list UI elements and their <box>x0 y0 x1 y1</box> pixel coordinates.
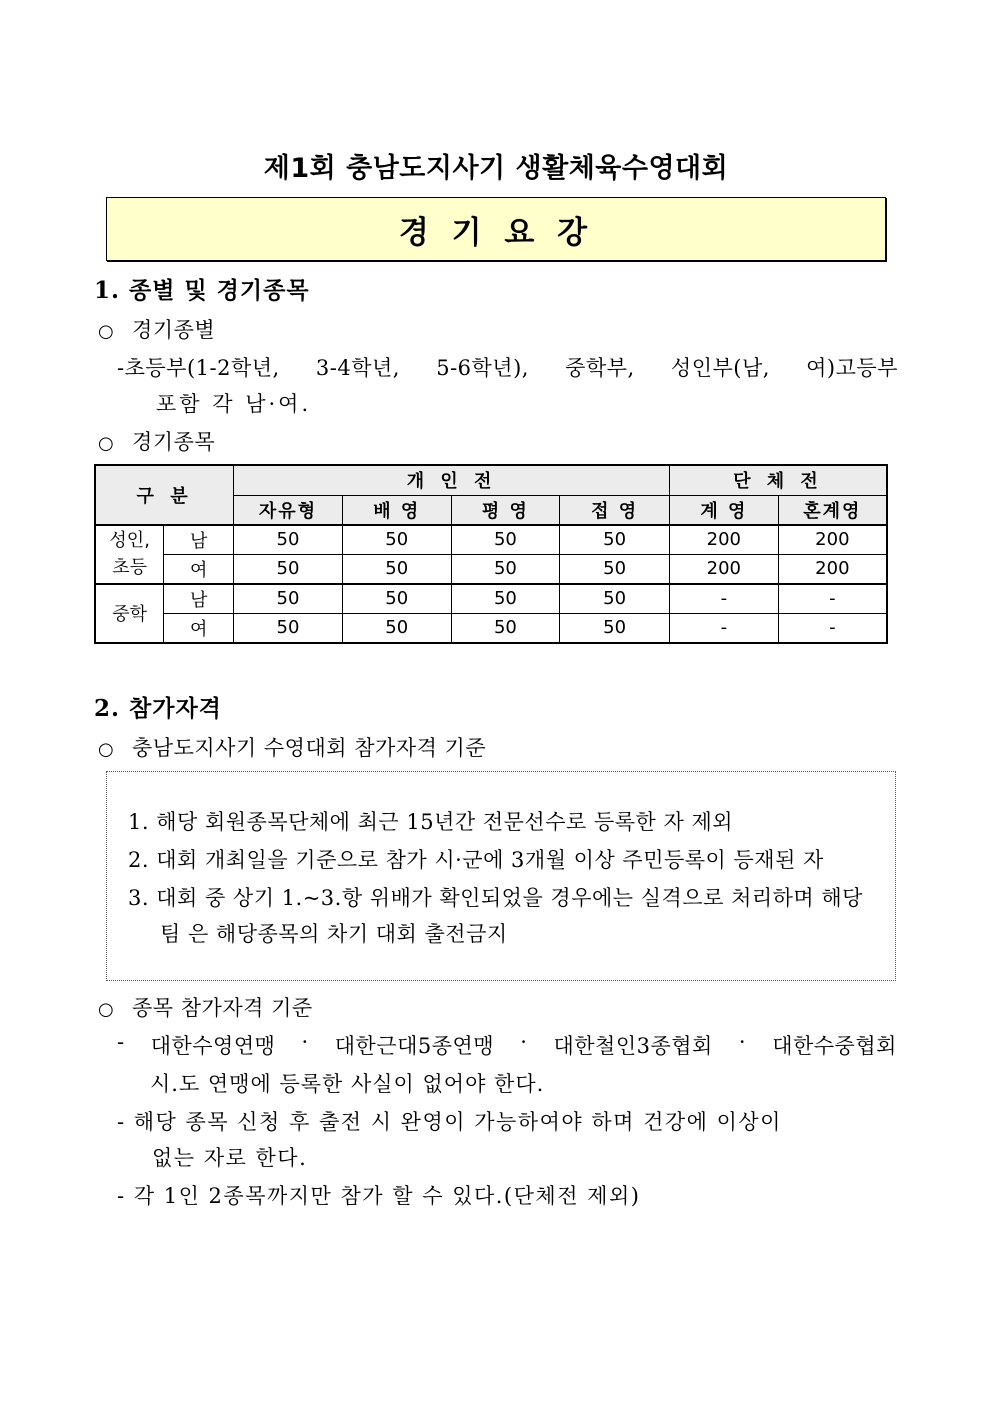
value-cell: 50 <box>451 613 560 643</box>
bullet-text: 종목 참가자격 기준 <box>132 996 313 1020</box>
section-1-heading: 1. 종별 및 경기종목 <box>94 277 310 304</box>
header-col: 혼계영 <box>778 495 887 525</box>
value-cell: 50 <box>560 554 670 584</box>
eligibility-item-continuation: 팀 은 해당종목의 차기 대회 출전금지 <box>160 922 508 946</box>
rule-line <box>117 1030 897 1060</box>
value-cell: 50 <box>342 584 451 614</box>
value-cell: 200 <box>669 554 778 584</box>
rule-part: · <box>520 1030 528 1054</box>
bullet-line <box>98 732 486 762</box>
bullet-line <box>98 314 215 344</box>
gender-cell: 남 <box>164 525 234 555</box>
value-cell: 50 <box>234 525 343 555</box>
value-cell: 50 <box>560 525 670 555</box>
value-cell: 50 <box>560 584 670 614</box>
circle-bullet-icon: ○ <box>98 433 115 454</box>
circle-bullet-icon: ○ <box>98 739 115 760</box>
event-table <box>94 464 888 644</box>
division-part: 3-4학년, <box>315 356 400 380</box>
header-col: 자유형 <box>234 495 343 525</box>
value-cell: - <box>778 613 887 643</box>
rule-continuation: 시.도 연맹에 등록한 사실이 없어야 한다. <box>150 1072 545 1096</box>
header-individual: 개 인 전 <box>234 465 670 495</box>
value-cell: 50 <box>342 613 451 643</box>
table-row <box>95 554 887 584</box>
value-cell: 200 <box>778 554 887 584</box>
gender-cell: 여 <box>164 613 234 643</box>
circle-bullet-icon: ○ <box>98 999 115 1020</box>
bullet-line <box>98 992 313 1022</box>
value-cell: - <box>669 613 778 643</box>
header-col: 접 영 <box>560 495 670 525</box>
table-row <box>95 525 887 555</box>
division-part: 여)고등부 <box>806 356 898 380</box>
header-col: 평 영 <box>451 495 560 525</box>
value-cell: 50 <box>451 584 560 614</box>
division-part: -초등부(1-2학년, <box>117 356 280 380</box>
value-cell: 50 <box>342 525 451 555</box>
eligibility-item: 3. 대회 중 상기 1.~3.항 위배가 확인되었을 경우에는 실격으로 처리하며 해당 <box>128 886 863 910</box>
rule-part: - <box>117 1030 125 1054</box>
division-part: 중학부, <box>565 356 635 380</box>
header-gubun: 구 분 <box>95 465 234 525</box>
value-cell: - <box>669 584 778 614</box>
gender-cell: 남 <box>164 584 234 614</box>
value-cell: 200 <box>669 525 778 555</box>
eligibility-box <box>106 771 896 981</box>
rule-part: 대한수중협회 <box>772 1034 897 1058</box>
value-cell: 200 <box>778 525 887 555</box>
document-title: 제1회 충남도지사기 생활체육수영대회 <box>263 153 729 184</box>
value-cell: 50 <box>451 525 560 555</box>
table-row <box>95 613 887 643</box>
header-col: 계 영 <box>669 495 778 525</box>
bullet-text: 경기종목 <box>132 430 216 454</box>
value-cell: 50 <box>234 584 343 614</box>
section-2-heading: 2. 참가자격 <box>94 695 222 722</box>
rule-part: · <box>301 1030 309 1054</box>
value-cell: 50 <box>560 613 670 643</box>
bullet-line <box>98 426 215 456</box>
rule-line: - 각 1인 2종목까지만 참가 할 수 있다.(단체전 제외) <box>117 1184 641 1208</box>
value-cell: 50 <box>342 554 451 584</box>
bullet-text: 충남도지사기 수영대회 참가자격 기준 <box>132 736 487 760</box>
section-banner: 경 기 요 강 <box>106 197 886 261</box>
group-label-middle: 중학 <box>95 584 164 643</box>
division-continuation: 포함 각 남·여. <box>156 392 312 416</box>
division-part: 성인부(남, <box>670 356 770 380</box>
value-cell: 50 <box>234 554 343 584</box>
rule-part: 대한수영연맹 <box>150 1034 276 1058</box>
header-team: 단 체 전 <box>669 465 887 495</box>
circle-bullet-icon: ○ <box>98 321 115 342</box>
rule-line: - 해당 종목 신청 후 출전 시 완영이 가능하여야 하며 건강에 이상이 <box>117 1110 782 1134</box>
rule-continuation: 없는 자로 한다. <box>152 1146 308 1170</box>
rule-part: 대한철인3종협회 <box>553 1034 713 1058</box>
header-col: 배 영 <box>342 495 451 525</box>
table-row <box>95 584 887 614</box>
group-label-adult: 성인, 초등 <box>95 525 164 584</box>
rule-part: · <box>738 1030 747 1054</box>
gender-cell: 여 <box>164 554 234 584</box>
eligibility-item: 1. 해당 회원종목단체에 최근 15년간 전문선수로 등록한 자 제외 <box>128 810 734 834</box>
bullet-text: 경기종별 <box>132 318 216 342</box>
division-part: 5-6학년), <box>436 356 529 380</box>
eligibility-item: 2. 대회 개최일을 기준으로 참가 시·군에 3개월 이상 주민등록이 등재된 자 <box>128 848 824 872</box>
division-line <box>117 352 898 382</box>
value-cell: 50 <box>234 613 343 643</box>
value-cell: 50 <box>451 554 560 584</box>
value-cell: - <box>778 584 887 614</box>
rule-part: 대한근대5종연맹 <box>334 1034 495 1058</box>
